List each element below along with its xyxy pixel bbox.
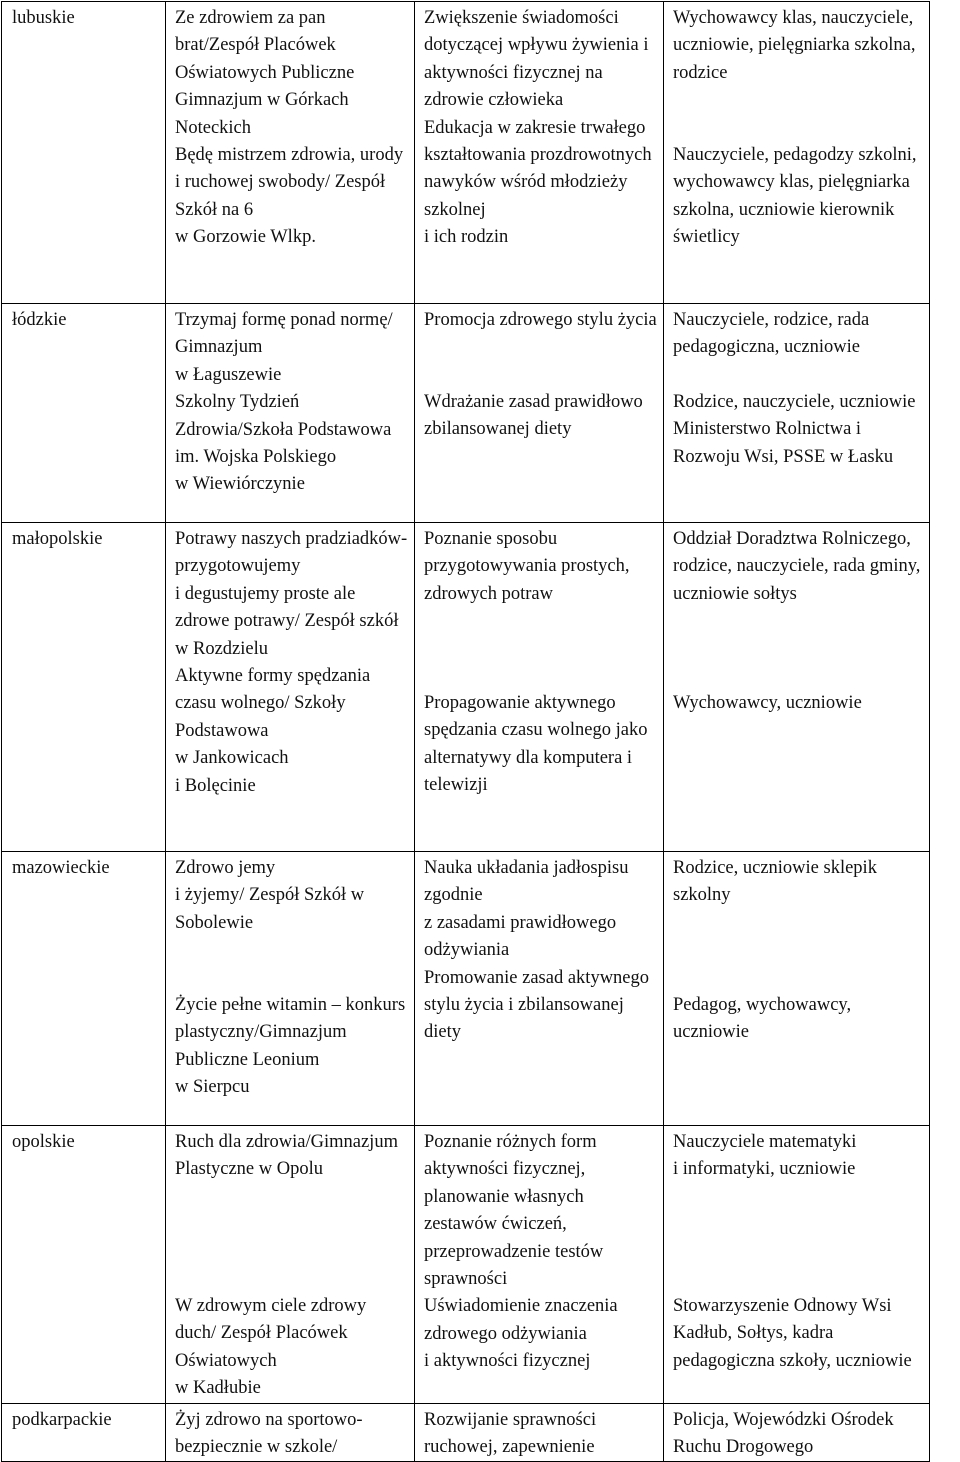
region-name: łódzkie [12,310,67,330]
project-goal-cell [415,1126,664,1404]
project-partners: Nauczyciele, rodzice, rada pedagogiczna, uczniowie [673,310,870,358]
project-goal: Promowanie zasad aktywnego stylu życia i zbilansowanej diety [424,967,650,1043]
region-name: podkarpackie [12,1409,112,1430]
project-partners: Wychowawcy klas, nauczyciele, uczniowie, pielęgniarka szkolna, rodzice [673,8,916,83]
project-partners: Policja, Wojewódzki Ośrodek Ruchu Drogowego [673,1409,894,1458]
region-cell [2,1126,166,1404]
project-name: Ze zdrowiem za pan brat/Zespół Placówek Oświatowych Publiczne Gimnazjum w Górkach Noteckich [175,8,355,138]
table-row [2,523,930,852]
table-row [2,1403,930,1462]
project-goal: Poznanie różnych form aktywności fizycznej, planowanie własnych zestawów ćwiczeń, przeprowadzenie testów sprawności [424,1132,604,1290]
project-name: Trzymaj formę ponad normę/ Gimnazjum w Łaguszewie [175,310,393,385]
project-name: W zdrowym ciele zdrowy duch/ Zespół Placówek Oświatowych w Kadłubie [175,1296,367,1399]
project-goal: Propagowanie aktywnego spędzania czasu wolnego jako alternatywy dla komputera i telewizji [424,693,648,796]
project-name: Ruch dla zdrowia/Gimnazjum Plastyczne w Opolu [175,1132,398,1180]
project-name: Szkolny Tydzień Zdrowia/Szkoła Podstawowa im. Wojska Polskiego w Wiewiórczynie [175,392,392,495]
project-name-cell [166,2,415,304]
project-name: Potrawy naszych pradziadków- przygotowujemy i degustujemy proste ale zdrowe potrawy/ Zespół szkół w Rozdzielu [175,529,408,659]
table-row [2,2,930,304]
project-partners: Nauczyciele matematyki i informatyki, uczniowie [673,1132,857,1180]
region-cell [2,523,166,852]
project-goal: Promocja zdrowego stylu życia [424,310,657,330]
project-name: Życie pełne witamin – konkurs plastyczny/Gimnazjum Publiczne Leonium w Sierpcu [175,995,406,1098]
project-partners: Wychowawcy, uczniowie [673,693,862,713]
region-name: opolskie [12,1132,75,1152]
region-cell [2,852,166,1126]
project-name-cell [166,1403,415,1462]
project-goal-cell [415,2,664,304]
project-partners: Pedagog, wychowawcy, uczniowie [673,995,852,1043]
project-goal-cell [415,304,664,523]
project-partners: Nauczyciele, pedagodzy szkolni, wychowawcy klas, pielęgniarka szkolna, uczniowie kierownik świetlicy [673,145,917,248]
project-name: Żyj zdrowo na sportowo- bezpiecznie w szkole/ [175,1409,363,1458]
project-goal-cell [415,1403,664,1462]
project-partners: Rodzice, uczniowie sklepik szkolny [673,858,877,906]
project-name-cell [166,304,415,523]
project-name: Zdrowo jemy i żyjemy/ Zespół Szkół w Sobolewie [175,858,365,933]
region-name: małopolskie [12,529,103,549]
projects-table [1,1,930,1462]
project-goal: Poznanie sposobu przygotowywania prostych, zdrowych potraw [424,529,630,604]
project-goal-cell [415,852,664,1126]
table-row [2,1126,930,1404]
project-partners-cell [664,1126,930,1404]
region-name: lubuskie [12,8,75,28]
project-goal: Uświadomienie znaczenia zdrowego odżywiania i aktywności fizycznej [424,1296,618,1372]
table-row [2,304,930,523]
project-goal: Nauka układania jadłospisu zgodnie z zasadami prawidłowego odżywiania [424,858,629,961]
project-goal: Zwiększenie świadomości dotyczącej wpływu żywienia i aktywności fizycznej na zdrowie człowieka [424,8,649,111]
project-partners: Oddział Doradztwa Rolniczego, rodzice, nauczyciele, rada gminy, uczniowie sołtys [673,529,921,604]
project-name: Aktywne formy spędzania czasu wolnego/ Szkoły Podstawowa w Jankowicach i Bolęcinie [175,666,371,796]
project-partners-cell [664,1403,930,1462]
region-cell [2,1403,166,1462]
project-goal: Edukacja w zakresie trwałego kształtowania prozdrowotnych nawyków wśród młodzieży szkolnej i ich rodzin [424,117,652,248]
project-partners-cell [664,523,930,852]
project-name-cell [166,523,415,852]
project-name: Będę mistrzem zdrowia, urody i ruchowej swobody/ Zespół Szkół na 6 w Gorzowie Wlkp. [175,145,404,248]
project-goal-cell [415,523,664,852]
region-name: mazowieckie [12,858,110,878]
region-cell [2,304,166,523]
project-partners-cell [664,2,930,304]
project-partners: Stowarzyszenie Odnowy Wsi Kadłub, Sołtys, kadra pedagogiczna szkoły, uczniowie [673,1296,912,1371]
project-goal: Rozwijanie sprawności ruchowej, zapewnienie [424,1409,597,1458]
project-partners: Rodzice, nauczyciele, uczniowie Ministerstwo Rolnictwa i Rozwoju Wsi, PSSE w Łasku [673,392,916,467]
project-name-cell [166,1126,415,1404]
table-row [2,852,930,1126]
project-goal: Wdrażanie zasad prawidłowo zbilansowanej diety [424,392,643,440]
project-name-cell [166,852,415,1126]
project-partners-cell [664,304,930,523]
region-cell [2,2,166,304]
project-partners-cell [664,852,930,1126]
